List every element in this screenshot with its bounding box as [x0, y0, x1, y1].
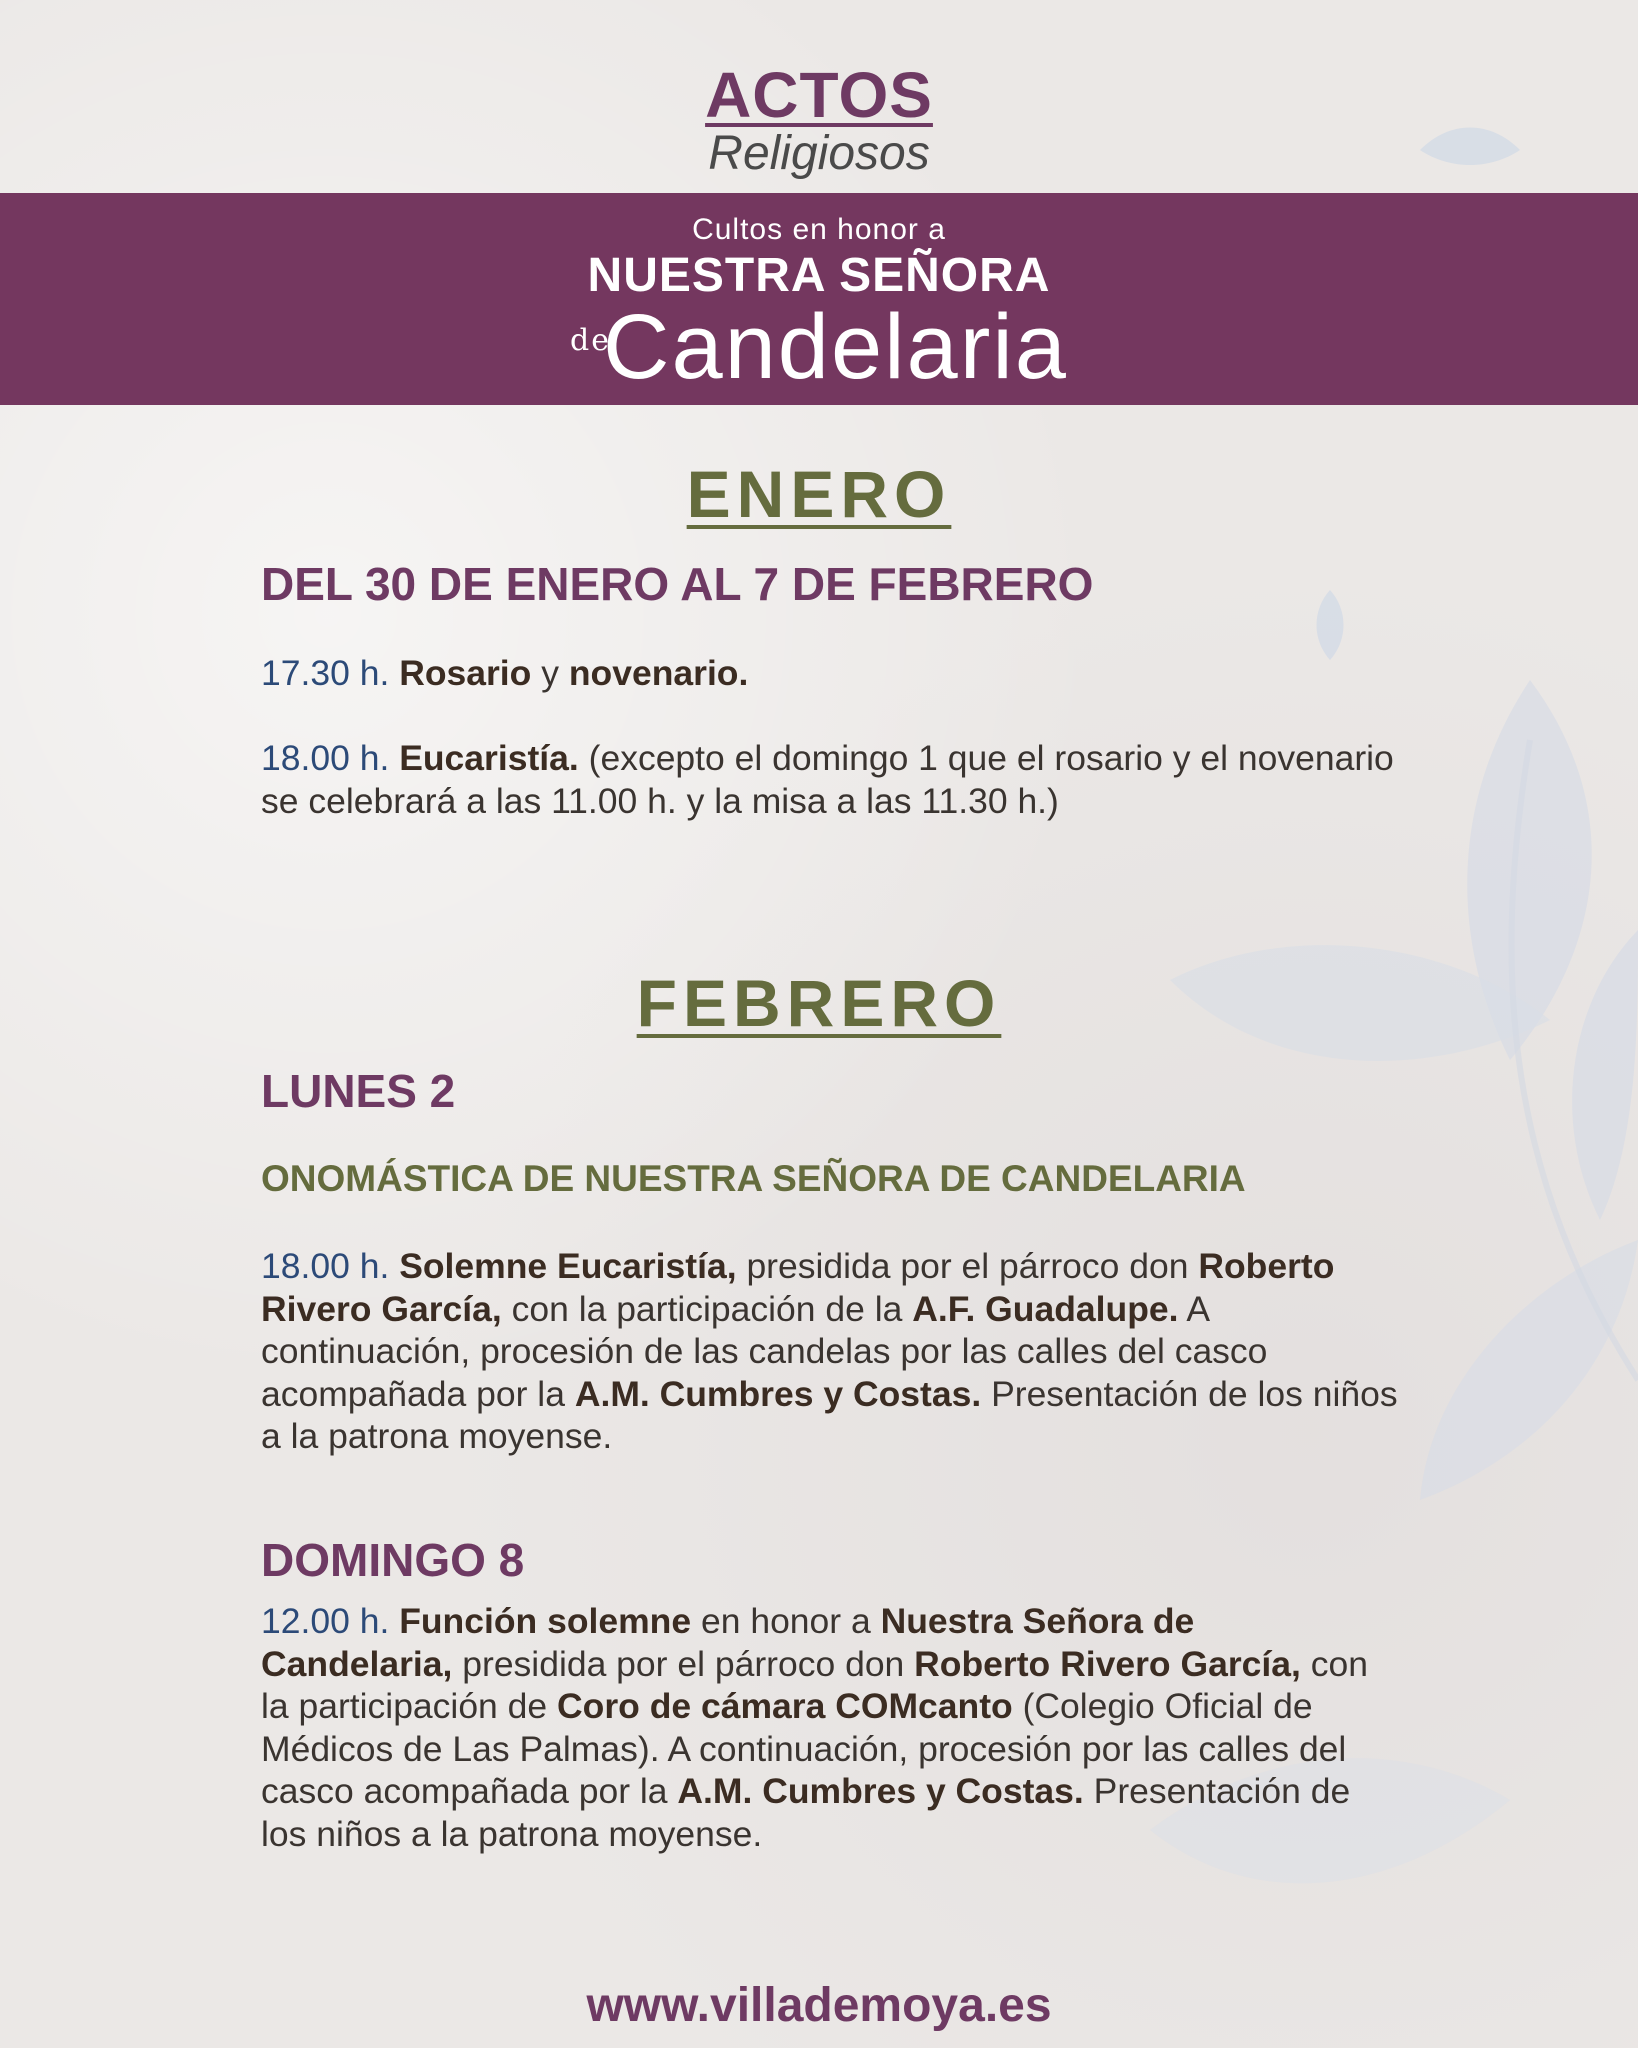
- event-text: con la participación de la: [501, 1288, 913, 1329]
- event-name: Roberto Rivero García,: [261, 1246, 1335, 1329]
- range-title: DEL 30 DE ENERO AL 7 DE FEBRERO: [261, 558, 1094, 610]
- event-name: A.M. Cumbres y Costas.: [574, 1373, 982, 1414]
- event-name: Nuestra Señora de Candelaria,: [261, 1601, 1195, 1684]
- enero-item-2: [261, 737, 1401, 822]
- event-text: presidida por el párroco don: [736, 1246, 1199, 1286]
- event-time: 12.00 h.: [261, 1601, 390, 1641]
- event-text: con la participación de: [261, 1643, 1368, 1726]
- month-enero: ENERO: [686, 457, 952, 531]
- month-febrero: FEBRERO: [636, 966, 1002, 1040]
- event-text: Presentación de los niños a la patrona moyense.: [261, 1771, 1351, 1854]
- lunes-item: [261, 1245, 1421, 1458]
- event-text: y: [531, 653, 569, 693]
- header-title: ACTOS: [705, 59, 933, 131]
- lunes-subtitle: ONOMÁSTICA DE NUESTRA SEÑORA DE CANDELARIA: [261, 1158, 1246, 1199]
- banner-line2: NUESTRA SEÑORA: [587, 249, 1051, 302]
- event-text: en honor a: [691, 1601, 881, 1641]
- event-text: (excepto el domingo 1 que el rosario y el novenario se celebrará a las 11.00 h. y la misa a las 11.30 h.): [261, 738, 1394, 821]
- banner-de: de: [570, 323, 611, 358]
- footer-url[interactable]: www.villademoya.es: [586, 1979, 1052, 2032]
- event-name: Coro de cámara COMcanto: [557, 1686, 1013, 1726]
- event-text: Presentación de los niños a la patrona moyense.: [261, 1373, 1398, 1456]
- event-time: 17.30 h.: [261, 653, 390, 693]
- event-name: Función solemne: [399, 1601, 692, 1641]
- event-text: presidida por el párroco don: [452, 1643, 915, 1684]
- banner-title: [0, 291, 1638, 397]
- event-name: novenario.: [568, 653, 749, 693]
- lunes-title: LUNES 2: [261, 1065, 456, 1117]
- event-name: Eucaristía.: [399, 738, 579, 778]
- banner: [0, 193, 1638, 405]
- banner-line3: Candelaria: [603, 296, 1068, 398]
- event-text: A continuación, procesión de las candelas por las calles del casco acompañada por la: [261, 1288, 1268, 1414]
- event-name: Solemne Eucaristía,: [399, 1246, 737, 1286]
- event-name: Roberto Rivero García,: [914, 1643, 1301, 1684]
- event-time: 18.00 h.: [261, 738, 390, 778]
- event-text: (Colegio Oficial de Médicos de Las Palmas). A continuación, procesión por las calles del casco acompañada por la: [261, 1686, 1347, 1811]
- domingo-item: [261, 1600, 1381, 1855]
- event-time: 18.00 h.: [261, 1246, 390, 1286]
- header-subtitle: Religiosos: [708, 127, 930, 180]
- banner-line1: Cultos en honor a: [692, 213, 946, 246]
- event-name: A.M. Cumbres y Costas.: [677, 1771, 1084, 1811]
- enero-item-1: [261, 652, 1411, 695]
- event-name: A.F. Guadalupe.: [912, 1288, 1179, 1329]
- domingo-title: DOMINGO 8: [261, 1534, 525, 1586]
- event-name: Rosario: [399, 653, 532, 693]
